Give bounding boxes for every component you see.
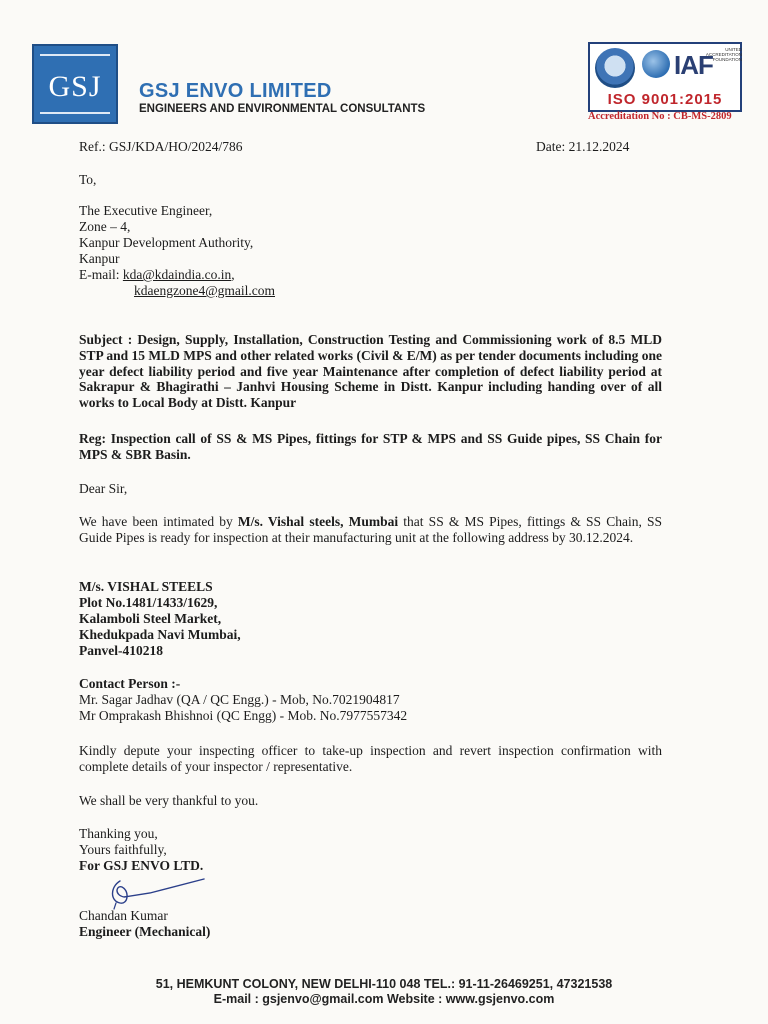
email-link-kda[interactable]: kda@kdaindia.co.in <box>122 267 232 282</box>
recipient-organization: Kanpur Development Authority, <box>79 235 254 250</box>
contact-person: Mr. Sagar Jadhav (QA / QC Engg.) - Mob, No.7021904817 <box>79 692 400 707</box>
intimation-paragraph <box>79 514 662 545</box>
vendor-address-line: Plot No.1481/1433/1629, <box>79 595 218 610</box>
logo-stripe <box>40 112 110 114</box>
to-label: To, <box>79 172 97 187</box>
signatory-designation: Engineer (Mechanical) <box>79 924 211 939</box>
footer-contact: E-mail : gsjenvo@gmail.com Website : www.gsjenvo.com <box>213 992 555 1006</box>
signatory-name: Chandan Kumar <box>79 908 168 923</box>
salutation: Dear Sir, <box>79 481 128 496</box>
email-label: E-mail: <box>79 267 123 282</box>
email-separator: , <box>231 267 235 282</box>
logo-stripe <box>40 54 110 56</box>
closing-company: For GSJ ENVO LTD. <box>79 858 204 873</box>
intimation-text-end: that SS & MS Pipes, fittings & SS Chain, SS Guide Pipes is ready for inspection at their manufacturing unit at the following address by 30.12.2024. <box>79 514 662 545</box>
accreditation-seal-icon <box>595 48 635 88</box>
recipient-title: The Executive Engineer, <box>79 203 213 218</box>
logo-text: GSJ <box>48 70 102 103</box>
vendor-address-line: Kalamboli Steel Market, <box>79 611 222 626</box>
reference-number: Ref.: GSJ/KDA/HO/2024/786 <box>79 139 243 154</box>
globe-icon <box>642 50 670 78</box>
subject-paragraph: Subject : Design, Supply, Installation, Construction Testing and Commissioning work of 8.5 MLD STP and 15 MLD MPS and other related works (Civil & E/M) as per tender documents including one year defect liability period and five year Maintenance after completion of defect liability period at Sakrapur & Bhagirathi – Janhvi Housing Scheme in Distt. Kanpur including handing over of all works to Local Body at Distt. Kanpur <box>79 332 662 411</box>
vendor-address-line: Panvel-410218 <box>79 643 163 658</box>
request-paragraph: Kindly depute your inspecting officer to take-up inspection and revert inspection confirmation with complete details of your inspector / representative. <box>79 743 662 774</box>
closing-line: Thanking you, <box>79 826 158 841</box>
closing-line: Yours faithfully, <box>79 842 167 857</box>
intimation-text-start: We have been intimated by <box>79 514 238 529</box>
accreditation-number: Accreditation No : CB-MS-2809 <box>588 111 732 122</box>
iso-standard: ISO 9001:2015 <box>607 91 723 108</box>
vendor-address-line: Khedukpada Navi Mumbai, <box>79 627 241 642</box>
iso-certification-badge <box>588 42 742 112</box>
thanks-line: We shall be very thankful to you. <box>79 793 259 808</box>
company-logo <box>32 44 118 124</box>
vendor-name: M/s. Vishal steels, Mumbai <box>237 514 399 529</box>
handwritten-signature <box>104 873 214 913</box>
email-link-zone4[interactable]: kdaengzone4@gmail.com <box>134 283 276 298</box>
recipient-email-line <box>79 267 235 283</box>
footer-address: 51, HEMKUNT COLONY, NEW DELHI-110 048 TEL.: 91-11-26469251, 47321538 <box>155 977 613 991</box>
vendor-address-line: M/s. VISHAL STEELS <box>79 579 213 594</box>
regarding-paragraph: Reg: Inspection call of SS & MS Pipes, fittings for STP & MPS and SS Guide pipes, SS Chain for MPS & SBR Basin. <box>79 431 662 462</box>
cert-small-text: UNITED ACCREDITATION FOUNDATION <box>705 47 742 62</box>
company-tagline: ENGINEERS AND ENVIRONMENTAL CONSULTANTS <box>139 103 426 115</box>
letter-date: Date: 21.12.2024 <box>536 139 630 154</box>
contact-heading: Contact Person :- <box>79 676 181 691</box>
company-name: GSJ ENVO LIMITED <box>139 80 332 102</box>
recipient-zone: Zone – 4, <box>79 219 131 234</box>
contact-person: Mr Omprakash Bhishnoi (QC Engg) - Mob. No.7977557342 <box>79 708 408 723</box>
iaf-mark: IAF <box>674 50 713 80</box>
recipient-city: Kanpur <box>79 251 120 266</box>
